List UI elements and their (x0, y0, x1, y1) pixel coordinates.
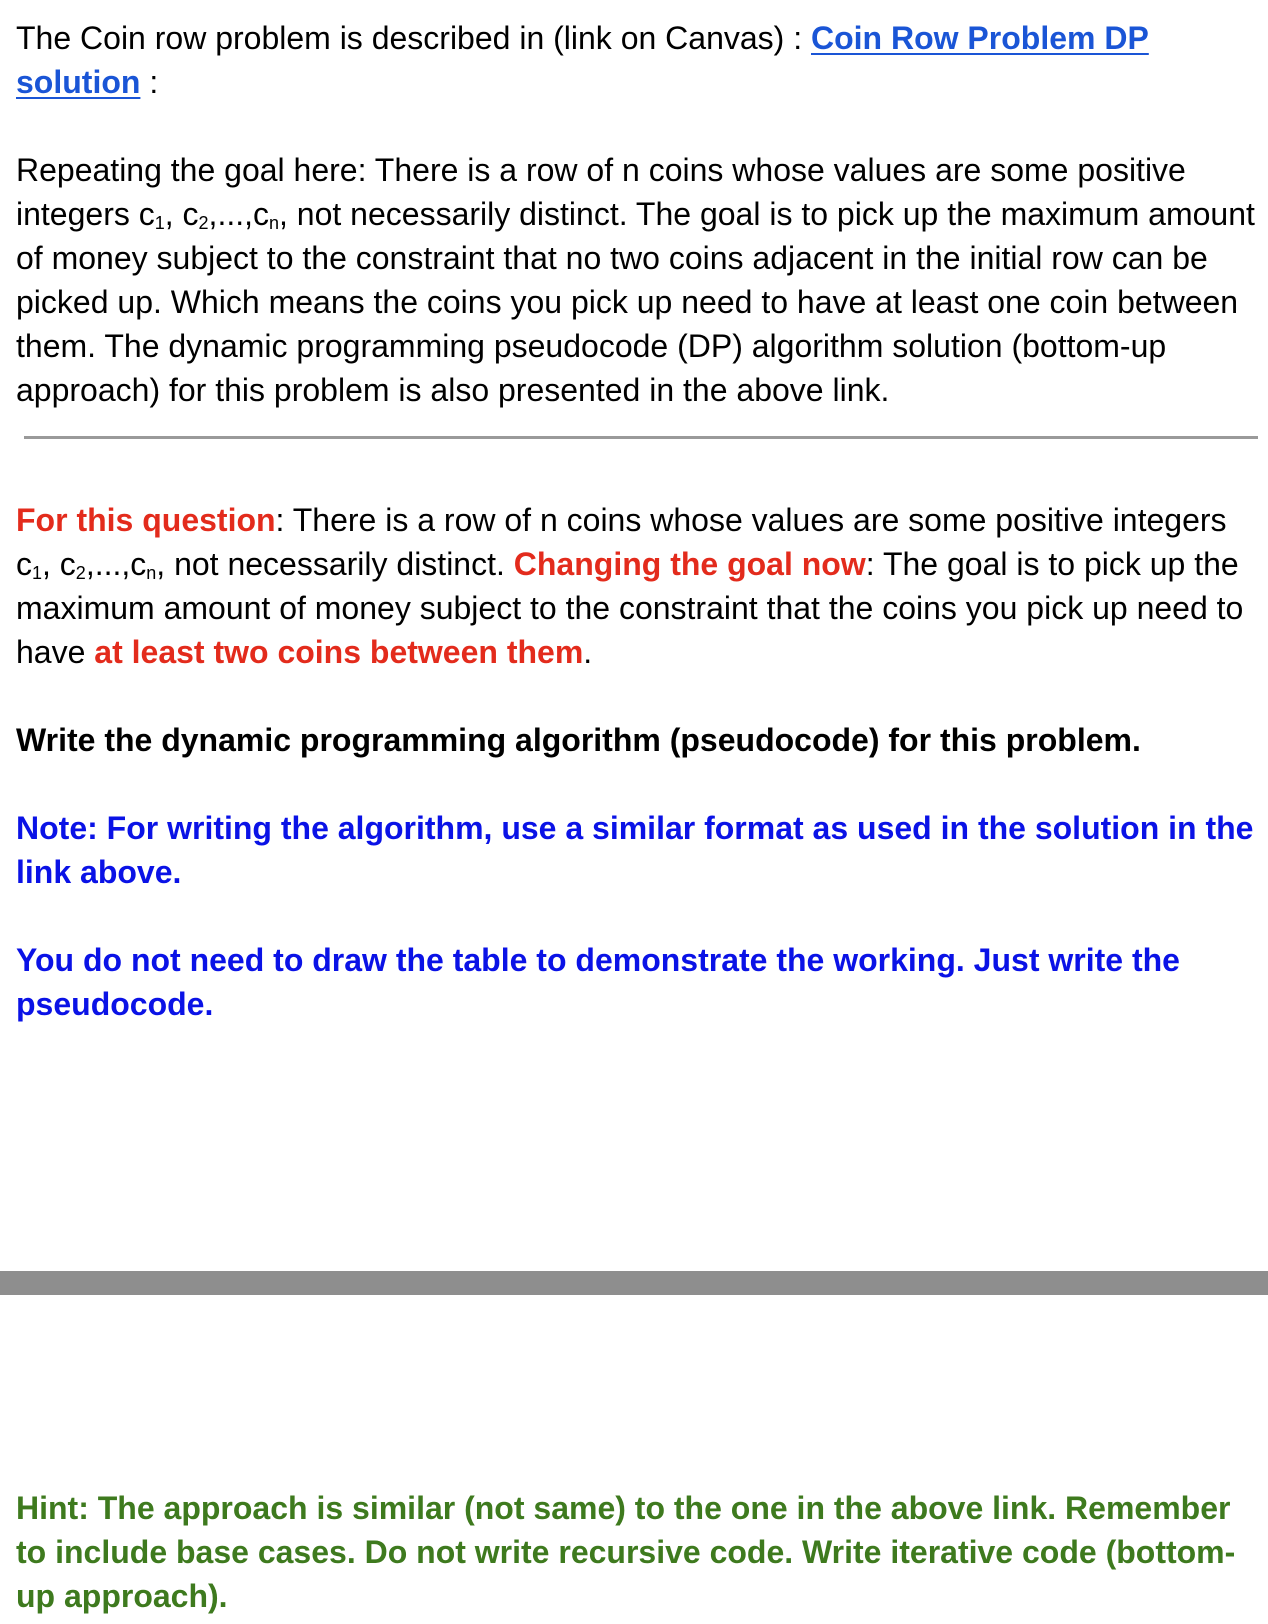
goal-text-4: , not necessarily distinct. The goal is to pick up the maximum amount of money subject to the constraint that no two coins adjacent in the initial row can be picked up. Which means the coins you pick up need to have at least one coin between them. The dynamic programming pseudocode (DP) algorithm solution (bottom-up approach) for this problem is also presented in the above link. (16, 196, 1255, 408)
changing-goal-label: Changing the goal now (513, 546, 866, 582)
question-text-3: ,...,c (85, 546, 147, 582)
goal-paragraph (16, 148, 1256, 412)
question-subscript-1: 1 (32, 563, 43, 583)
answer-area-divider (0, 1271, 1268, 1295)
task-instruction: Write the dynamic programming algorithm (pseudocode) for this problem. (16, 722, 1141, 758)
hint-paragraph: Hint: The approach is similar (not same) to the one in the above link. Remember to include base cases. Do not write recursive code. Write iterative code (bottom-up approach). (16, 1490, 1236, 1614)
goal-text-3: ,...,c (208, 196, 269, 232)
question-end: . (583, 634, 593, 670)
section-divider (24, 436, 1258, 439)
question-subscript-2: 2 (75, 563, 86, 583)
question-subscript-n: n (146, 563, 157, 583)
question-label: For this question (16, 502, 276, 538)
question-paragraph (16, 498, 1246, 674)
no-table-note: You do not need to draw the table to demonstrate the working. Just write the pseudocode. (16, 942, 1180, 1022)
question-text-4: , not necessarily distinct. (156, 546, 514, 582)
intro-text: The Coin row problem is described in (link on Canvas) : (16, 20, 811, 56)
intro-after: : (140, 64, 159, 100)
goal-subscript-2: 2 (198, 213, 209, 233)
question-text-5: : The goal is to pick up the maximum amount of money subject to the constraint that the coins you pick up need to have (16, 546, 1244, 670)
question-text-2: , c (42, 546, 76, 582)
question-text-1: : There is a row of n coins whose values are some positive integers c (16, 502, 1227, 582)
constraint-emphasis: at least two coins between them (94, 634, 584, 670)
intro-paragraph (16, 16, 1246, 104)
goal-subscript-1: 1 (154, 213, 165, 233)
goal-text-1: Repeating the goal here: There is a row of n coins whose values are some positive integers c (16, 152, 1186, 232)
format-note: Note: For writing the algorithm, use a similar format as used in the solution in the link above. (16, 810, 1254, 890)
goal-subscript-n: n (269, 213, 280, 233)
coin-row-solution-link[interactable]: Coin Row Problem DP solution (16, 20, 1149, 100)
goal-text-2: , c (164, 196, 199, 232)
